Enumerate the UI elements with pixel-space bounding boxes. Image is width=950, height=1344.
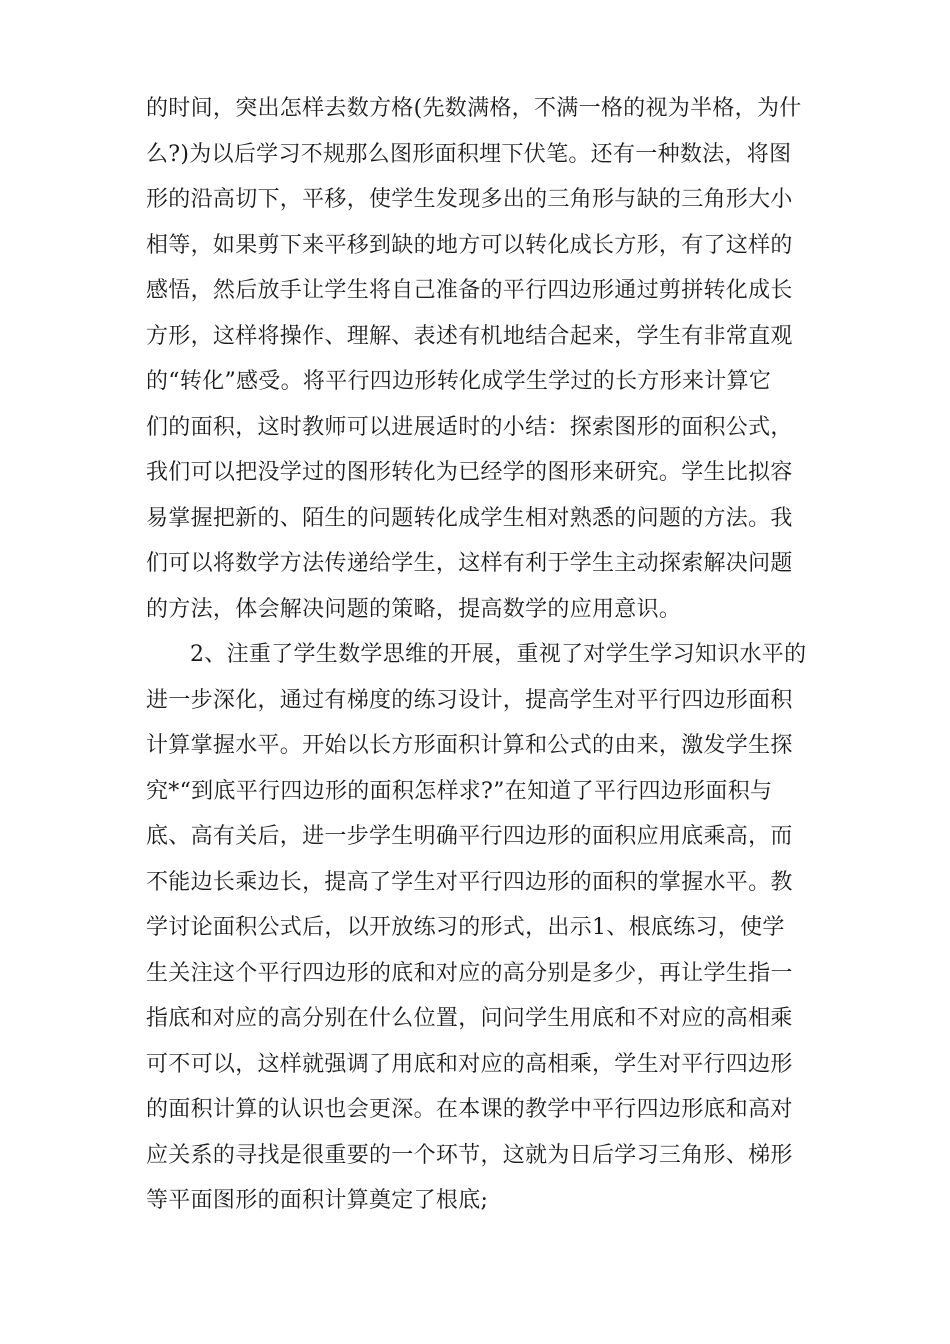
text-line: 形的沿高切下，平移，使学生发现多出的三角形与缺的三角形大小 [146, 187, 793, 212]
text-line: 相等，如果剪下来平移到缺的地方可以转化成长方形，有了这样的 [146, 232, 793, 258]
text-line: 的方法，体会解决问题的策略，提高数学的应用意识。 [146, 596, 682, 622]
text-line: 生关注这个平行四边形的底和对应的高分别是多少，再让学生指一 [146, 960, 793, 986]
text-line: 的时间，突出怎样去数方格(先数满格，不满一格的视为半格，为什 [146, 96, 802, 121]
text-line: 们的面积，这时教师可以进展适时的小结：探索图形的面积公式， [146, 414, 793, 440]
document-body [146, 86, 806, 1224]
text-line: 指底和对应的高分别在什么位置，问问学生用底和不对应的高相乘 [146, 1006, 793, 1031]
text-line: 进一步深化，通过有梯度的练习设计，提高学生对平行四边形面积 [146, 687, 793, 713]
text-line: 等平面图形的面积计算奠定了根底; [146, 1188, 489, 1213]
text-line: 可不可以，这样就强调了用底和对应的高相乘，学生对平行四边形 [146, 1051, 793, 1077]
text-line: 不能边长乘边长，提高了学生对平行四边形的面积的掌握水平。教 [146, 869, 793, 895]
text-line: 们可以将数学方法传递给学生，这样有利于学生主动探索解决问题 [146, 551, 793, 576]
text-line: 2、注重了学生数学思维的开展，重视了对学生学习知识水平的 [190, 642, 807, 667]
text-line: 感悟，然后放手让学生将自己准备的平行四边形通过剪拼转化成长 [146, 278, 793, 303]
text-line: 的面积计算的认识也会更深。在本课的教学中平行四边形底和高对 [146, 1097, 793, 1122]
text-line: 方形，这样将操作、理解、表述有机地结合起来，学生有非常直观 [146, 323, 793, 349]
paragraph-1 [146, 86, 806, 632]
text-line: 应关系的寻找是很重要的一个环节，这就为日后学习三角形、梯形 [146, 1142, 793, 1168]
paragraph-2 [146, 632, 806, 1224]
text-line: 计算掌握水平。开始以长方形面积计算和公式的由来，激发学生探 [146, 733, 793, 758]
text-line: 究*“到底平行四边形的面积怎样求?”在知道了平行四边形面积与 [146, 778, 773, 804]
text-line: 学讨论面积公式后，以开放练习的形式，出示1、根底练习，使学 [146, 915, 785, 940]
text-line: 我们可以把没学过的图形转化为已经学的图形来研究。学生比拟容 [146, 460, 793, 485]
text-line: 易掌握把新的、陌生的问题转化成学生相对熟悉的问题的方法。我 [146, 505, 793, 531]
text-line: 底、高有关后，进一步学生明确平行四边形的面积应用底乘高，而 [146, 824, 793, 849]
text-line: 的“转化”感受。将平行四边形转化成学生学过的长方形来计算它 [146, 369, 772, 394]
text-line: 么?)为以后学习不规那么图形面积埋下伏笔。还有一种数法，将图 [146, 141, 792, 167]
